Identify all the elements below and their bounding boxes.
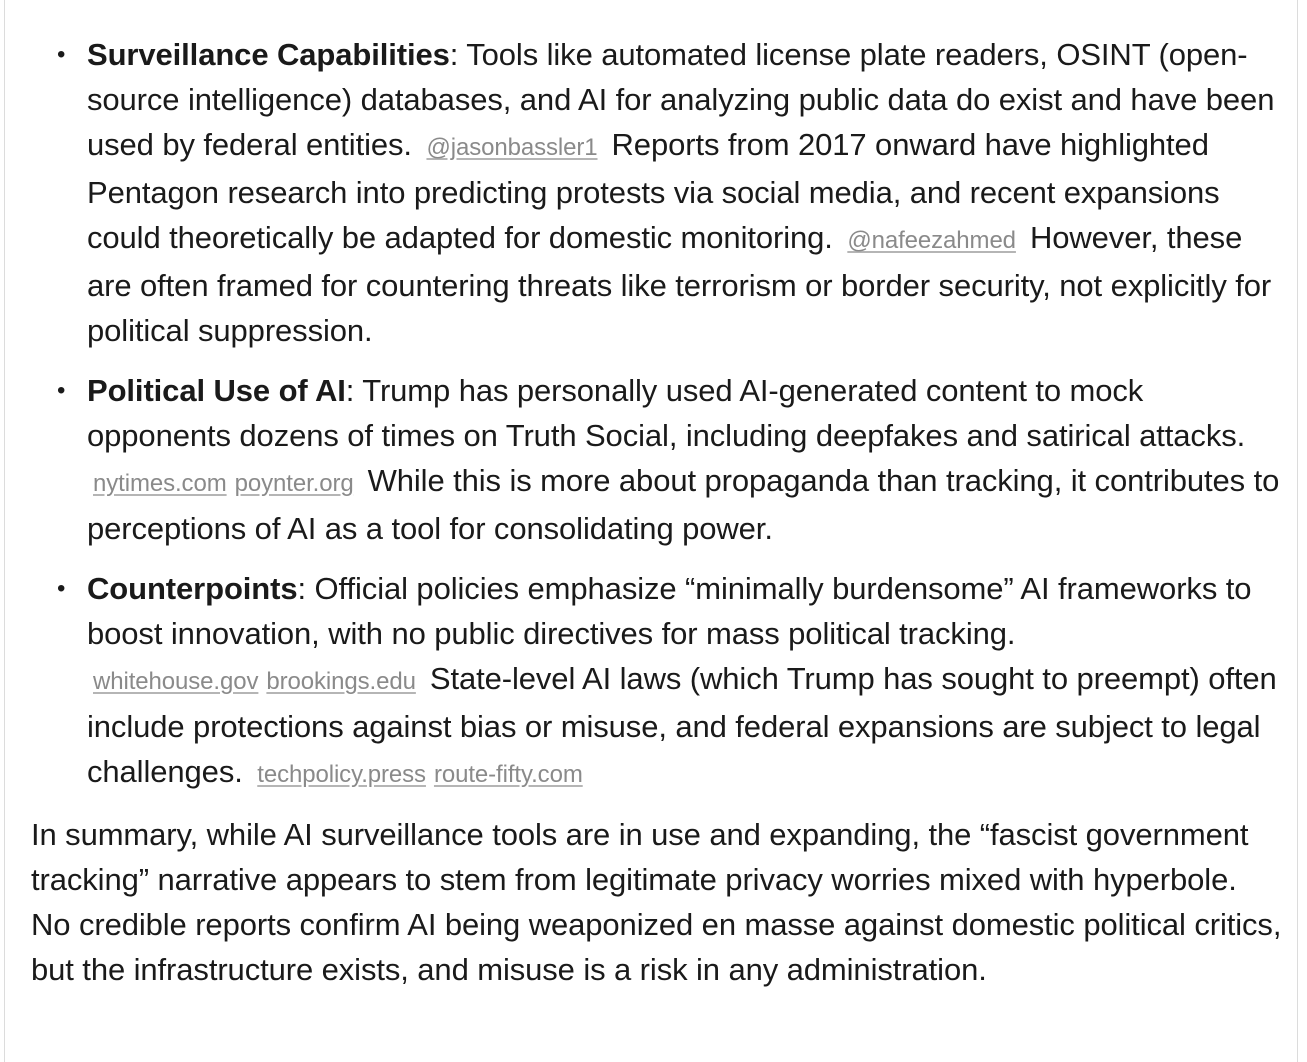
bullet-text: While this is more about propaganda than tracking, it contributes to perceptions of AI as a tool for consolidating power. — [87, 463, 1280, 546]
citation-group — [93, 463, 362, 498]
bullet-text: : Trump has personally used AI-generated content to mock opponents dozens of times on Truth Social, including deepfakes and satirical attacks. — [87, 373, 1246, 453]
bullet-political-use-of-ai — [31, 368, 1283, 551]
citation-link[interactable]: techpolicy.press — [257, 761, 426, 788]
citation-link[interactable]: @nafeezahmed — [847, 227, 1016, 254]
bullet-text: : Tools like automated license plate readers, OSINT (open-source intelligence) databases, and AI for analyzing public data do exist and have been used by federal entities. — [87, 37, 1275, 162]
citation-group — [847, 220, 1024, 255]
citation-link[interactable]: route-fifty.com — [433, 761, 583, 788]
citation-link[interactable]: nytimes.com — [93, 470, 227, 497]
bullet-term: Counterpoints — [87, 571, 298, 606]
bullet-text: State-level AI laws (which Trump has sought to preempt) often include protections against bias or misuse, and federal expansions are subject to legal challenges. — [87, 661, 1277, 789]
citation-group — [257, 754, 590, 789]
bullet-dot: • — [57, 377, 66, 404]
citation-link[interactable]: brookings.edu — [266, 668, 416, 695]
summary-paragraph: In summary, while AI surveillance tools are in use and expanding, the “fascist government tracking” narrative appears to stem from legitimate privacy worries mixed with hyperbole. No credible reports confirm AI being weaponized en masse against domestic political critics, but the infrastructure exists, and misuse is a risk in any administration. — [31, 817, 1282, 987]
bullet-list — [31, 32, 1283, 797]
bullet-surveillance-capabilities — [31, 32, 1283, 353]
citation-link[interactable]: whitehouse.gov — [93, 668, 259, 695]
bullet-dot: • — [57, 575, 66, 602]
bullet-term: Surveillance Capabilities — [87, 37, 450, 72]
citation-link[interactable]: @jasonbassler1 — [426, 134, 598, 161]
bullet-text: Reports from 2017 onward have highlighted Pentagon research into predicting protests via social media, and recent expansions could theoretically be adapted for domestic monitoring. — [87, 127, 1220, 255]
bullet-counterpoints — [31, 566, 1283, 797]
bullet-text: : Official policies emphasize “minimally burdensome” AI frameworks to boost innovation, with no public directives for mass political tracking. — [87, 571, 1252, 651]
bullet-text: However, these are often framed for countering threats like terrorism or border security, not explicitly for political suppression. — [87, 220, 1272, 348]
response-panel — [4, 0, 1298, 1062]
citation-group — [93, 661, 424, 696]
bullet-term: Political Use of AI — [87, 373, 346, 408]
citation-link[interactable]: poynter.org — [234, 470, 354, 497]
bullet-dot: • — [57, 41, 66, 68]
citation-group — [426, 127, 605, 162]
message-content — [31, 32, 1283, 992]
